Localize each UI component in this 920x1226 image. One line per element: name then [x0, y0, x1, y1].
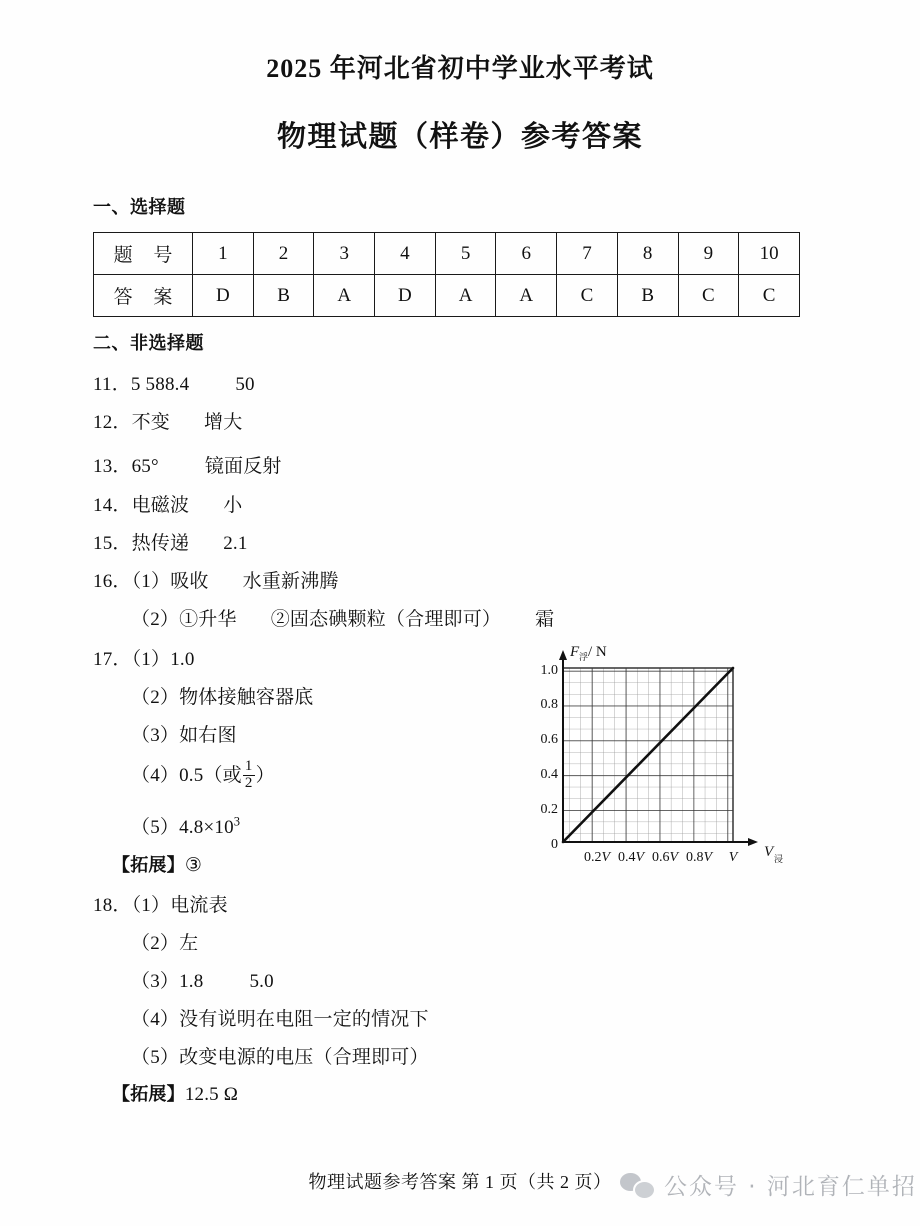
- extension-label-17: 【拓展】: [112, 855, 185, 876]
- table-cell-qnum: 2: [253, 233, 314, 275]
- answer-17-sub3-a: 如右图: [179, 725, 237, 746]
- answer-line-17-3: [131, 720, 237, 747]
- table-row-header-answer: 答 案: [94, 275, 193, 317]
- table-cell-answer: B: [617, 275, 678, 317]
- table-cell-answer: D: [375, 275, 436, 317]
- answer-17-sub4-label: （4）: [131, 765, 180, 786]
- fraction-one-half: [243, 759, 255, 792]
- answer-11-part-b: 50: [235, 374, 255, 395]
- answer-17-sub5-base: 4.8×10: [179, 817, 234, 838]
- answer-14-part-a: 电磁波: [131, 495, 190, 516]
- x-tick-V: V: [728, 850, 738, 865]
- answer-number-13: 13．: [93, 456, 132, 477]
- answer-18-sub5-label: （5）: [131, 1047, 180, 1068]
- watermark-text: 公众号 · 河北育仁单招: [664, 1174, 917, 1200]
- svg-text:V: V: [764, 844, 774, 860]
- fraction-numerator: 1: [244, 758, 253, 775]
- answer-number-15: 15．: [93, 533, 132, 554]
- y-tick-0.8: 0.8: [540, 697, 558, 712]
- answer-line-18-2: [131, 928, 198, 955]
- table-cell-qnum: 7: [557, 233, 618, 275]
- svg-text:F: F: [570, 644, 580, 660]
- answer-17-sub2-label: （2）: [131, 687, 180, 708]
- answer-number-18: 18．: [93, 895, 132, 916]
- section-heading-noncoice: 二、非选择题: [93, 333, 204, 354]
- answer-16-sub2-a: ①升华: [179, 609, 237, 630]
- x-tick-0.4V: 0.4V: [617, 850, 645, 865]
- answer-line-18-3: [131, 966, 274, 993]
- y-tick-0: 0: [551, 837, 558, 852]
- answer-12-part-a: 不变: [131, 412, 171, 433]
- answer-16-sub2-b: ②固态碘颗粒（合理即可）: [270, 609, 502, 630]
- x-tick-0.6V: 0.6V: [651, 850, 679, 865]
- svg-text:/ N: / N: [588, 644, 607, 660]
- table-cell-answer: A: [314, 275, 375, 317]
- answer-line-17-2: [131, 682, 314, 709]
- answer-15-part-a: 热传递: [131, 533, 190, 554]
- table-cell-answer: C: [678, 275, 739, 317]
- x-tick-0.8V: 0.8V: [685, 850, 713, 865]
- table-row-answers: [94, 275, 800, 317]
- table-cell-qnum: 8: [617, 233, 678, 275]
- extension-value-18: 12.5 Ω: [184, 1084, 239, 1105]
- answer-line-11: [93, 369, 255, 396]
- answer-number-17: 17．: [93, 649, 132, 670]
- answer-17-sub5-exponent: 3: [233, 814, 241, 829]
- extension-label-18: 【拓展】: [112, 1084, 185, 1105]
- page-title-line2: 物理试题（样卷）参考答案: [276, 121, 643, 153]
- answer-line-17-5: [131, 812, 240, 839]
- answer-18-sub5-a: 改变电源的电压（合理即可）: [179, 1047, 429, 1068]
- answer-line-13: [93, 451, 282, 478]
- table-cell-qnum: 10: [739, 233, 800, 275]
- answer-18-sub4-a: 没有说明在电阻一定的情况下: [179, 1009, 429, 1030]
- answer-13-part-a: 65°: [131, 456, 159, 477]
- table-cell-answer: C: [739, 275, 800, 317]
- answer-line-17-4: [131, 760, 275, 793]
- fraction-denominator: 2: [244, 775, 253, 792]
- page-title-line1: 2025 年河北省初中学业水平考试: [266, 54, 654, 83]
- buoyancy-volume-graph: [524, 636, 802, 872]
- chart-y-tick-labels: [541, 663, 559, 852]
- table-cell-qnum: 6: [496, 233, 557, 275]
- answer-17-sub4-a: 0.5（或: [179, 765, 242, 786]
- table-cell-answer: C: [557, 275, 618, 317]
- answer-18-sub4-label: （4）: [131, 1009, 180, 1030]
- answer-16-sub2-c: 霜: [535, 609, 555, 630]
- answer-line-18-1: [93, 890, 228, 917]
- answer-line-15: [93, 528, 248, 555]
- svg-text:浸: 浸: [774, 855, 784, 865]
- watermark: [620, 1168, 917, 1201]
- answer-13-part-b: 镜面反射: [204, 456, 282, 477]
- answer-18-sub2-a: 左: [179, 933, 199, 954]
- answer-table: [93, 232, 800, 317]
- answer-number-14: 14．: [93, 495, 132, 516]
- answer-17-sub5-label: （5）: [131, 817, 180, 838]
- table-cell-qnum: 5: [435, 233, 496, 275]
- answer-18-sub1-a: 电流表: [170, 895, 228, 916]
- section-heading-choice: 一、选择题: [93, 197, 186, 218]
- y-tick-0.4: 0.4: [540, 767, 558, 782]
- answer-17-sub1-a: 1.0: [170, 649, 195, 670]
- answer-11-part-a: 5 588.4: [130, 374, 190, 395]
- answer-16-sub1-label: （1）: [131, 571, 171, 592]
- answer-16-sub1-b: 水重新沸腾: [242, 571, 339, 592]
- answer-14-part-b: 小: [223, 495, 243, 516]
- answer-line-18-4: [131, 1004, 429, 1031]
- answer-line-16-2: [131, 604, 554, 631]
- table-cell-qnum: 3: [314, 233, 375, 275]
- answer-line-17-1: [93, 644, 195, 671]
- svg-text:浮: 浮: [579, 653, 589, 663]
- answer-line-17-extension: [112, 851, 202, 877]
- table-cell-answer: D: [193, 275, 254, 317]
- answer-18-sub3-label: （3）: [131, 971, 180, 992]
- chart-y-axis-label: [569, 644, 607, 663]
- table-cell-qnum: 1: [193, 233, 254, 275]
- chart-x-axis-label: [764, 844, 783, 865]
- table-cell-qnum: 9: [678, 233, 739, 275]
- answer-line-12: [93, 407, 242, 434]
- page-footer: 物理试题参考答案 第 1 页（共 2 页）: [308, 1172, 612, 1192]
- answer-18-sub1-label: （1）: [131, 895, 171, 916]
- answer-16-sub2-label: （2）: [131, 609, 180, 630]
- table-cell-answer: A: [435, 275, 496, 317]
- x-tick-0.2V: 0.2V: [583, 850, 611, 865]
- extension-value-17: ③: [184, 855, 203, 876]
- wechat-icon: [620, 1171, 654, 1199]
- y-tick-0.6: 0.6: [540, 732, 558, 747]
- answer-number-12: 12．: [93, 412, 132, 433]
- answer-17-sub2-a: 物体接触容器底: [179, 687, 314, 708]
- answer-18-sub3-b: 5.0: [249, 971, 274, 992]
- answer-18-sub3-a: 1.8: [179, 971, 204, 992]
- answer-number-16: 16．: [93, 571, 132, 592]
- answer-number-11: 11．: [93, 374, 131, 395]
- y-tick-0.2: 0.2: [540, 802, 558, 817]
- answer-17-sub1-label: （1）: [131, 649, 171, 670]
- answer-line-14: [93, 490, 242, 517]
- chart-x-tick-labels: [584, 850, 739, 865]
- table-row-question-numbers: [94, 233, 800, 275]
- answer-line-16-1: [93, 566, 339, 593]
- table-cell-answer: B: [253, 275, 314, 317]
- answer-line-18-5: [131, 1042, 429, 1069]
- answer-17-sub4-close: ）: [255, 765, 275, 786]
- y-tick-1.0: 1.0: [540, 663, 558, 678]
- table-cell-qnum: 4: [375, 233, 436, 275]
- answer-line-18-extension: [112, 1080, 238, 1106]
- answer-15-part-b: 2.1: [223, 533, 248, 554]
- table-cell-answer: A: [496, 275, 557, 317]
- table-row-header-question: 题 号: [94, 233, 193, 275]
- answer-18-sub2-label: （2）: [131, 933, 180, 954]
- answer-12-part-b: 增大: [204, 412, 243, 433]
- answer-17-sub3-label: （3）: [131, 725, 180, 746]
- answer-16-sub1-a: 吸收: [170, 571, 209, 592]
